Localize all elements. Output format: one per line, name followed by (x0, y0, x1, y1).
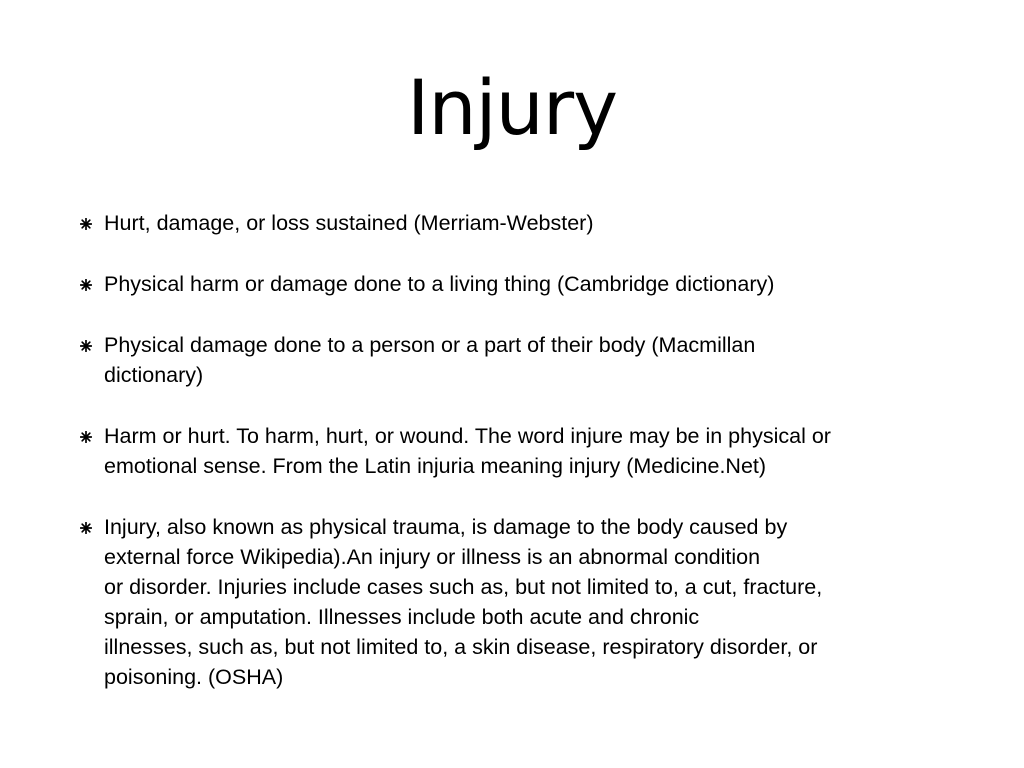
bullet-text (104, 330, 960, 390)
bullet-text (104, 512, 960, 692)
asterisk-bullet-icon (80, 279, 92, 291)
asterisk-icon-graphic (80, 279, 92, 291)
bullet-item (80, 421, 960, 481)
bullet-line: or disorder. Injuries include cases such as, but not limited to, a cut, fracture, (104, 575, 823, 599)
asterisk-bullet-icon (80, 431, 92, 443)
bullet-line: external force Wikipedia).An injury or illness is an abnormal condition (104, 545, 761, 569)
bullet-line: poisoning. (OSHA) (104, 665, 284, 689)
asterisk-icon-graphic (80, 431, 92, 443)
bullet-line: Injury, also known as physical trauma, is damage to the body caused by (104, 515, 788, 539)
asterisk-bullet-icon (80, 340, 92, 352)
bullet-line: Physical harm or damage done to a living thing (Cambridge dictionary) (104, 272, 775, 296)
bullet-line: illnesses, such as, but not limited to, a skin disease, respiratory disorder, or (104, 635, 818, 659)
asterisk-icon-graphic (80, 522, 92, 534)
bullet-line: emotional sense. From the Latin injuria meaning injury (Medicine.Net) (104, 454, 767, 478)
bullet-line: sprain, or amputation. Illnesses include both acute and chronic (104, 605, 700, 629)
bullet-item (80, 330, 960, 390)
asterisk-icon-graphic (80, 218, 92, 230)
bullet-item (80, 512, 960, 692)
bullet-line: dictionary) (104, 363, 204, 387)
bullet-line: Hurt, damage, or loss sustained (Merriam-Webster) (104, 211, 594, 235)
bullet-line: Physical damage done to a person or a part of their body (Macmillan (104, 333, 756, 357)
bullet-line: Harm or hurt. To harm, hurt, or wound. The word injure may be in physical or (104, 424, 831, 448)
bullet-text (104, 421, 960, 481)
asterisk-bullet-icon (80, 522, 92, 534)
bullet-item (80, 208, 960, 238)
bullet-text (104, 208, 960, 238)
bullet-text (104, 269, 960, 299)
bullet-item (80, 269, 960, 299)
bullet-list (80, 208, 960, 723)
asterisk-bullet-icon (80, 218, 92, 230)
asterisk-icon-graphic (80, 340, 92, 352)
slide-title: Injury (406, 63, 618, 152)
